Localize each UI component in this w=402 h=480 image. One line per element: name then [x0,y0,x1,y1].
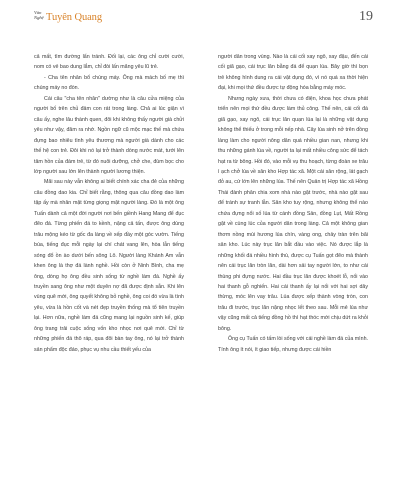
page-number: 19 [359,9,373,24]
paragraph: Nhưng ngày xưa, thời chưa có điện, khoa học chưa phát triển nên mọi thứ đều được làm thủ công. Thế nên, cái cối đá giã gạo, xay ngô, cái trục lăn quạn lúa lại là những vật dụng không thể thiếu ở trong mỗi nếp nhà. Cây lúa sinh nở trên đồng làng làm cho người nông dân quá nhiều gian nan, nhưng khi thu những gánh lúa về, người ta lại mất nhiều công sức để tách hạt ra từ bông. Hồi đó, vào mỗi vụ thu hoạch, từng đoàn xe trâu ì ạch chở lúa về sân kho Hợp tác xã. Một cái sân rộng, lát gạch đỏ au, cứ lớn lên những lúa. Thế nên Quản trị Hợp tác xã Hồng Thái đành phân chia xom nhà nào gặt trước, nhà nào gặt sau để tránh sự tranh lẫn. Sân kho tuy rộng, nhưng không thể nào chứa đựng nổi số lúa từ cánh đồng Sản, đồng Lụt, Mất Rồng gặt về cùng lúc của người dân trong làng. Cả một không gian thơm nồng mùi hương lúa chín, vàng ong, chảy tràn trên bãi sân kho. Lúc này trục lăn bắt đầu vào việc. Nó được lắp là những khối đá nhiều hình thù, được cụ Tuấn gọt đẽo mà thành nên cái trục lăn tròn lăn, dài hơn sải tay người lớn, to như cái thùng phi đựng nước. Hai đầu trục lăn được khoét lỗ, nối vào hai thanh gỗ nghiến. Hai cái thanh ấy lại nối với hai sợi dây thừng, móc lên vay trâu. Lúa được xếp thành vòng tròn, con trâu đi trước, trục lăn nặng nhọc lết theo sau. Mỗi mẻ lúa như vậy cũng mất cả tiếng đồng hồ thì hạt thóc mới chịu dứt ra khỏi bông. [218,95,368,332]
paragraph: Cái câu "cha tên nhân" dường như là câu cửa miệng của người bố trên chủ đảm con rát trong làng. Chả ai lúc giận vì câu ấy, nghe lâu thành quen, đôi khi không thấy người già chửi yêu như vậy, đâm ra nhớ. Ngồn ngữ cũ mộc mạc thế mà chứa đựng bao nhiêu tình yêu thương mà người già dành cho các thế hệ con trẻ. Đôi khi nó lại trở thành dòng nước mát, tưới lên tâm hồn của đám trẻ, từ đó nuôi dưỡng, chở che, đùm bọc cho lớp người sau lớn lên thành người lương thiện. [34,95,184,175]
paragraph: Ông cụ Tuấn có tấm lòi sống với cái nghề làm đá của mình. Tính ông ít nói, ít giao tiếp, nhưng được cái hiền [218,336,368,353]
paragraph: - Cha tên nhân bổ chúng máy. Ông mà mách bố mẹ thì chúng máy no đòn. [34,74,184,92]
paragraph: người dân trong vùng. Nào là cái cối xay ngô, xay đậu, đến cái cối giã gạo, cái trục lăn bằng đá để quạn lúa. Bây giờ thì bọn trẻ không hình dung ra cái vật dụng đó, vì nó quá xa thời hiện đại, khi mọi thứ đều được tự động hóa bằng máy móc. [218,54,368,92]
left-text-column [34,52,184,355]
logo-tuyen-quang: Tuyên Quang [46,12,102,23]
page-header [0,0,402,40]
paragraph: cả mất, tìm đường lẩn tránh. Đối lại, các ông chỉ cười cười, nom có vẻ bao dung lắm, chỉ đòi lấn mãng yêu lũ trẻ. [34,54,184,71]
logo-van-nghe: Văn Nghệ [34,10,44,20]
right-text-column [218,52,368,355]
paragraph: Mãi sau này vẫn không ai biết chính xác cha đẻ của những câu đồng dao kia. Chỉ biết rằng, thông qua câu đồng dao làm tập ấy mà nhân mật từng giọng mật người làng. Đó là một ông Tuấn dành cả một đời người nơi bến giềnh Hang Mang để đục đẽo đá. Từng phiến đá to kềnh, nặng cả tấn, được ông dùng trâu mộng kéo từ gốc đa làng về xếp đầy một góc vườn. Tiếng búa, tiếng đục mỗi ngày lại chí chát vang lên, hòa lẫn tiếng sóng đổ ồn ào dưới bến sông Lô. Người làng Khánh Am vẫn khen ông là thợ đá lành nghề. Hồi còn ở Ninh Bình, cha mẹ ông, dòng họ ông đều sinh sống từ nghề làm đá. Nghề ấy truyền sang ông như một duyên nợ đã được định sẵn. Khi lên vùng quê mới, ông quyết không bỏ nghề, ông coi đó vừa là tình yêu, vừa là hồn cốt và nét đẹp truyền thống mà tổ tiên truyền lại. Hơn nữa, nghề làm đá cũng mang lại nguồn sinh kế, giúp ông trang trải cuộc sống vốn kho nhọc nơi quê mới. Chỉ từ những phiến đá thô ráp, qua đôi bàn tay ông, nó lại trở thành sản phẩm độc đáo, phục vụ nhu cầu thiết yếu của [34,179,184,353]
